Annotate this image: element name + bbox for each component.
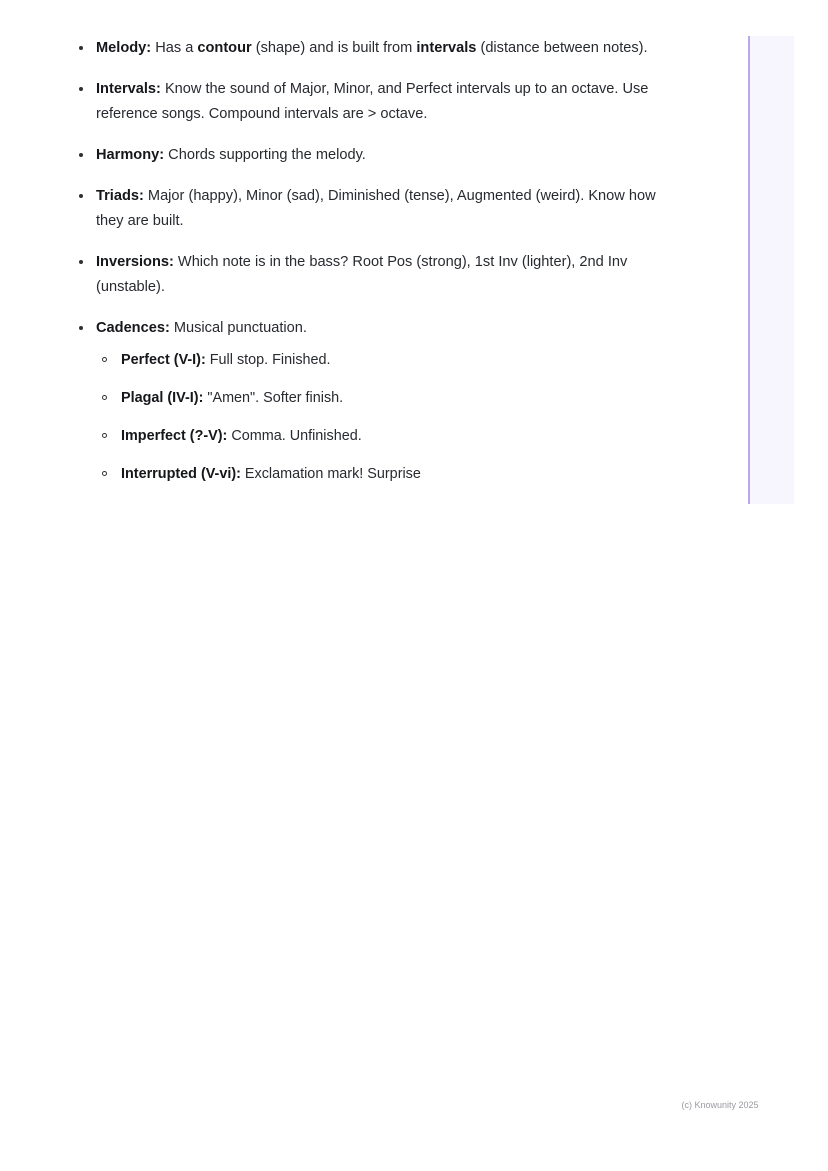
sub-list-item-term: Perfect (V-I): xyxy=(121,352,206,368)
notes-content xyxy=(72,36,672,502)
list-item-term: Triads: xyxy=(96,188,144,204)
list-item-text: Chords supporting the melody. xyxy=(164,147,366,163)
list-item-emphasis: intervals xyxy=(416,40,477,56)
list-item xyxy=(72,36,672,61)
list-item-term: Cadences: xyxy=(96,320,170,336)
sub-list-item-text: Exclamation mark! Surprise xyxy=(240,466,421,482)
list-item-text: Has a xyxy=(151,40,198,56)
list-item-emphasis: contour xyxy=(197,40,252,56)
list-item-text: Major (happy), Minor (sad), Diminished (tense), Augmented (weird). Know how they are built. xyxy=(96,188,656,229)
sub-list-item-text: Comma. Unfinished. xyxy=(227,428,362,444)
list-item xyxy=(72,143,672,168)
sub-bullet-list xyxy=(96,349,672,486)
list-item-text: Know the sound of Major, Minor, and Perfect intervals up to an octave. Use reference songs. Compound intervals are > octave. xyxy=(96,81,649,122)
list-item-text: Musical punctuation. xyxy=(169,320,307,336)
sub-list-item xyxy=(96,349,672,372)
sub-list-item xyxy=(96,387,672,410)
list-item xyxy=(72,316,672,486)
sub-list-item-text: "Amen". Softer finish. xyxy=(203,390,344,406)
page-footer xyxy=(0,1100,828,1110)
sub-list-item-term: Interrupted (V-vi): xyxy=(121,466,241,482)
list-item xyxy=(72,250,672,300)
list-item-term: Inversions: xyxy=(96,254,174,270)
sub-list-item-term: Plagal (IV-I): xyxy=(121,390,204,406)
list-item xyxy=(72,184,672,234)
list-item-text: (shape) and is built from xyxy=(251,40,417,56)
decorative-side-panel xyxy=(748,36,794,504)
sub-list-item-text: Full stop. Finished. xyxy=(205,352,331,368)
list-item-text: (distance between notes). xyxy=(476,40,648,56)
copyright-text: (c) Knowunity 2025 xyxy=(681,1100,759,1110)
list-item-term: Melody: xyxy=(96,40,152,56)
list-item-term: Harmony: xyxy=(96,147,165,163)
sub-list-item-term: Imperfect (?-V): xyxy=(121,428,228,444)
list-item-term: Intervals: xyxy=(96,81,161,97)
sub-list-item xyxy=(96,463,672,486)
list-item xyxy=(72,77,672,127)
sub-list-item xyxy=(96,425,672,448)
bullet-list xyxy=(72,36,672,486)
list-item-text: Which note is in the bass? Root Pos (strong), 1st Inv (lighter), 2nd Inv (unstable). xyxy=(96,254,628,295)
